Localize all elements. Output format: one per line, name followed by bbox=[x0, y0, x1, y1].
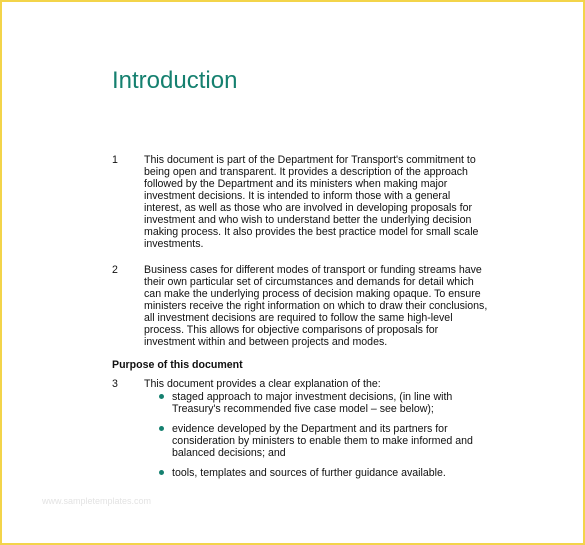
text-line: balanced decisions; and bbox=[172, 447, 286, 459]
paragraph-text bbox=[144, 378, 494, 390]
section-heading: Purpose of this document bbox=[112, 359, 243, 371]
page-title: Introduction bbox=[112, 67, 238, 94]
text-line: Treasury's recommended five case model – see below); bbox=[172, 403, 434, 415]
text-line: being open and transparent. It provides a description of the approach bbox=[144, 166, 468, 178]
list-item bbox=[158, 391, 498, 415]
text-line: This document provides a clear explanation of the: bbox=[144, 378, 381, 390]
paragraph-number: 1 bbox=[112, 154, 118, 166]
bullet-icon bbox=[159, 470, 164, 475]
text-line: ministers receive the right information on which to draw their conclusions, bbox=[144, 300, 488, 312]
text-line: investments. bbox=[144, 238, 204, 250]
paragraph-text bbox=[144, 154, 494, 250]
text-line: making process. It also provides the best practice model for small scale bbox=[144, 226, 479, 238]
text-line: consideration by ministers to enable them to make informed and bbox=[172, 435, 473, 447]
list-item bbox=[158, 467, 498, 479]
text-line: followed by the Department and its ministers when making major bbox=[144, 178, 448, 190]
text-line: investment within and between projects and modes. bbox=[144, 336, 388, 348]
text-line: staged approach to major investment decisions, (in line with bbox=[172, 391, 453, 403]
list-item bbox=[158, 423, 498, 459]
bullet-list bbox=[158, 391, 498, 487]
text-line: interest, as well as those who are involved in developing proposals for bbox=[144, 202, 473, 214]
bullet-icon bbox=[159, 426, 164, 431]
watermark: www.sampletemplates.com bbox=[42, 496, 152, 506]
text-line: This document is part of the Department for Transport's commitment to bbox=[144, 154, 476, 166]
text-line: Business cases for different modes of transport or funding streams have bbox=[144, 264, 482, 276]
text-line: all investment decisions are required to follow the same high-level bbox=[144, 312, 453, 324]
text-line: investment and who wish to understand better the underlying decision bbox=[144, 214, 472, 226]
text-line: tools, templates and sources of further guidance available. bbox=[172, 467, 446, 479]
text-line: investment decisions. It is intended to inform those with a general bbox=[144, 190, 451, 202]
paragraph-number: 2 bbox=[112, 264, 118, 276]
text-line: can make the underlying process of decision making opaque. To ensure bbox=[144, 288, 481, 300]
paragraph-text bbox=[144, 264, 494, 348]
bullet-icon bbox=[159, 394, 164, 399]
paragraph-number: 3 bbox=[112, 378, 118, 390]
text-line: process. This allows for objective comparisons of proposals for bbox=[144, 324, 439, 336]
text-line: their own particular set of circumstances and demands for detail which bbox=[144, 276, 474, 288]
text-line: evidence developed by the Department and its partners for bbox=[172, 423, 448, 435]
